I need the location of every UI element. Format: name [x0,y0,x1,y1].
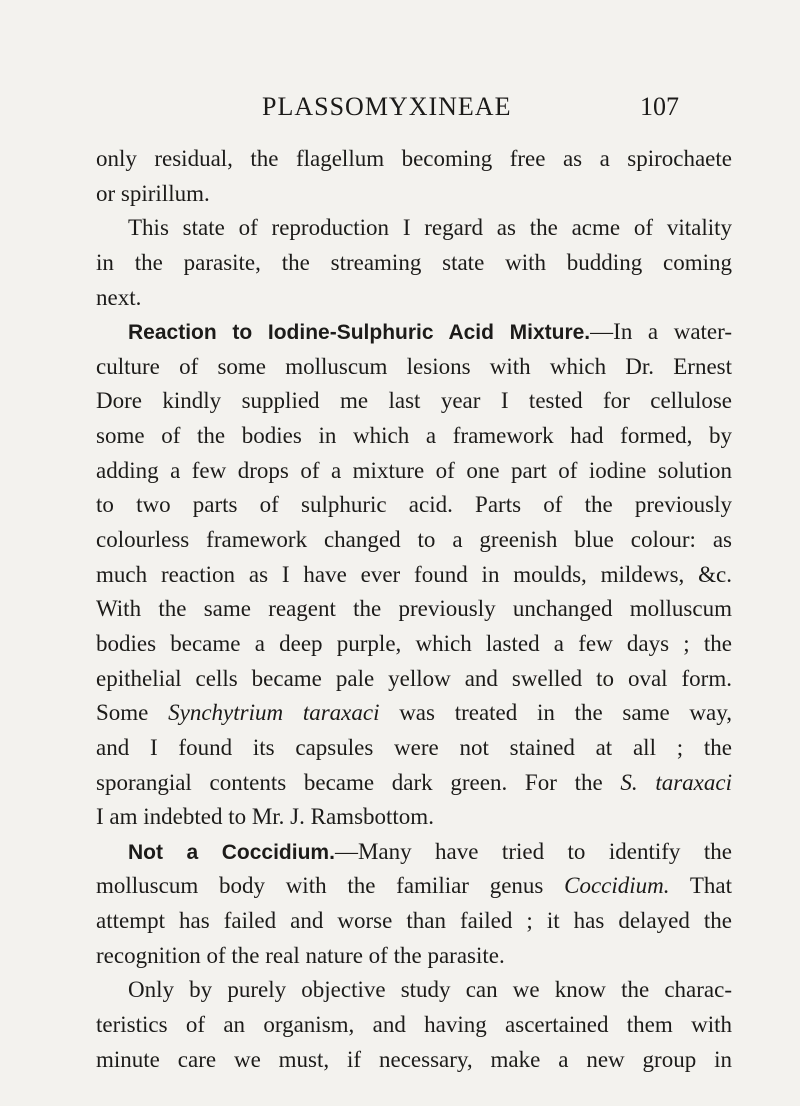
text-run: —In a water- [590,319,732,345]
text-line: colourless framework changed to a greenish blue colour: as [96,527,732,553]
text-line: culture of some molluscum lesions with which Dr. Ernest [96,353,732,379]
section-heading: Not a Coccidium. [128,840,335,864]
text-run: That [669,873,733,899]
text-line: and I found its capsules were not stained at all ; the [96,734,732,760]
running-head [0,92,800,126]
text-line [96,835,732,870]
text-line: or spirillum. [96,180,210,206]
text-line [96,696,732,731]
italic-species-name: Synchytrium taraxaci [168,700,380,726]
text-run: Some [96,700,169,726]
italic-species-name: S. taraxaci [620,769,732,795]
text-line: teristics of an organism, and having ascertained them with [96,1012,732,1038]
text-line [96,315,732,350]
text-line: in the parasite, the streaming state with budding coming [96,249,732,275]
text-line: With the same reagent the previously unchanged molluscum [96,596,732,622]
text-line: recognition of the real nature of the parasite. [96,942,505,968]
text-run: —Many have tried to identify the [334,838,732,864]
text-line: to two parts of sulphuric acid. Parts of the previously [96,492,732,518]
text-line [96,869,732,904]
text-line: Dore kindly supplied me last year I tested for cellulose [96,388,732,414]
section-heading: Reaction to Iodine-Sulphuric Acid Mixture. [128,321,591,345]
text-line: minute care we must, if necessary, make a new group in [96,1046,732,1072]
text-line: only residual, the flagellum becoming free as a spirochaete [96,146,732,171]
text-line [96,766,732,801]
text-line: attempt has failed and worse than failed ; it has delayed the [96,908,732,934]
text-line: bodies became a deep purple, which lasted a few days ; the [96,630,732,656]
body-text [96,142,732,1077]
text-line: epithelial cells became pale yellow and swelled to oval form. [96,665,732,691]
text-line: This state of reproduction I regard as the acme of vitality [128,215,732,241]
text-run: molluscum body with the familiar genus [96,873,565,899]
text-line: I am indebted to Mr. J. Ramsbottom. [96,804,434,830]
text-run: was treated in the same way, [379,700,732,726]
italic-genus-name: Coccidium. [564,873,670,899]
text-line: adding a few drops of a mixture of one part of iodine solution [96,457,732,483]
text-run: sporangial contents became dark green. For the [96,769,621,795]
text-line: next. [96,284,142,310]
text-line: some of the bodies in which a framework had formed, by [96,423,732,449]
page-number: 107 [640,92,679,121]
text-line: Only by purely objective study can we know the charac- [128,977,732,1003]
running-title: PLASSOMYXINEAE [262,92,512,121]
text-line: much reaction as I have ever found in moulds, mildews, &c. [96,561,732,587]
